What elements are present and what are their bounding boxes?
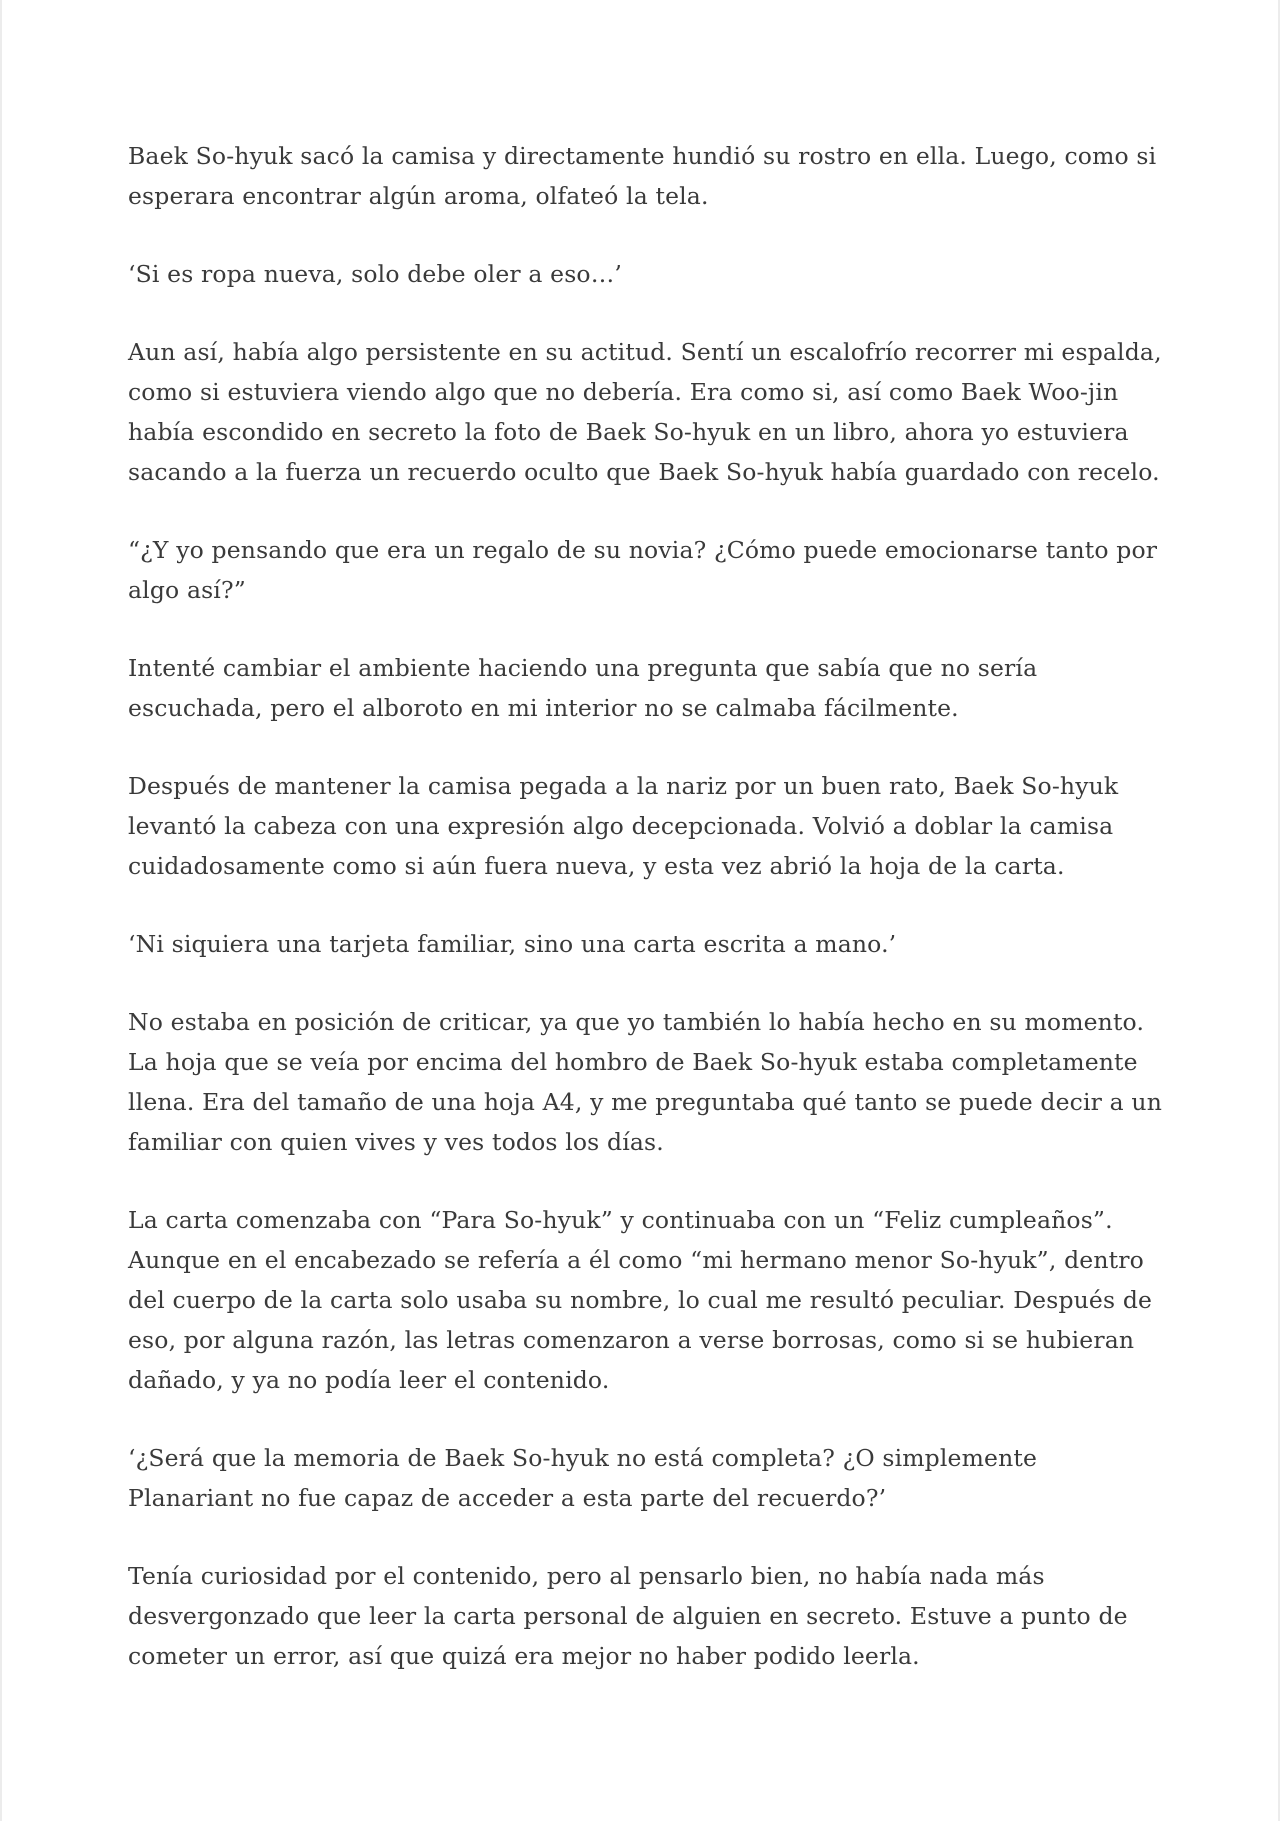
paragraph-7: ‘Ni siquiera una tarjeta familiar, sino una carta escrita a mano.’ xyxy=(128,930,897,958)
paragraph-8: No estaba en posición de criticar, ya que yo también lo había hecho en su momento. La hoja que se veía por encima del hombro de Baek So-hyuk estaba completamente llena. Era del tamaño de una hoja A4, y me preguntaba qué tanto se puede decir a un familiar con quien vives y ves todos los días. xyxy=(128,1008,1162,1156)
paragraph-3: Aun así, había algo persistente en su actitud. Sentí un escalofrío recorrer mi espalda, como si estuviera viendo algo que no debería. Era como si, así como Baek Woo-jin había escondido en secreto la foto de Baek So-hyuk en un libro, ahora yo estuviera sacando a la fuerza un recuerdo oculto que Baek So-hyuk había guardado con recelo. xyxy=(128,338,1162,486)
paragraph-11: Tenía curiosidad por el contenido, pero al pensarlo bien, no había nada más desvergonzado que leer la carta personal de alguien en secreto. Estuve a punto de cometer un error, así que quizá era mejor no haber podido leerla. xyxy=(128,1562,1128,1670)
paragraph-4: “¿Y yo pensando que era un regalo de su novia? ¿Cómo puede emocionarse tanto por algo así?” xyxy=(128,536,1158,604)
paragraph-1: Baek So-hyuk sacó la camisa y directamente hundió su rostro en ella. Luego, como si esperara encontrar algún aroma, olfateó la tela. xyxy=(128,142,1157,210)
paragraph-2: ‘Si es ropa nueva, solo debe oler a eso…’ xyxy=(128,260,623,288)
paragraph-10: ‘¿Será que la memoria de Baek So-hyuk no está completa? ¿O simplemente Planariant no fue capaz de acceder a esta parte del recuerdo?’ xyxy=(128,1444,1038,1512)
text-column xyxy=(128,136,1168,1676)
page-edge-left xyxy=(0,0,2,1821)
paragraph-5: Intenté cambiar el ambiente haciendo una pregunta que sabía que no sería escuchada, pero el alboroto en mi interior no se calmaba fácilmente. xyxy=(128,654,1038,722)
paragraph-9: La carta comenzaba con “Para So-hyuk” y continuaba con un “Feliz cumpleaños”. Aunque en el encabezado se refería a él como “mi hermano menor So-hyuk”, dentro del cuerpo de la carta solo usaba su nombre, lo cual me resultó peculiar. Después de eso, por alguna razón, las letras comenzaron a verse borrosas, como si se hubieran dañado, y ya no podía leer el contenido. xyxy=(128,1206,1153,1394)
paragraph-6: Después de mantener la camisa pegada a la nariz por un buen rato, Baek So-hyuk levantó la cabeza con una expresión algo decepcionada. Volvió a doblar la camisa cuidadosamente como si aún fuera nueva, y esta vez abrió la hoja de la carta. xyxy=(128,772,1119,880)
